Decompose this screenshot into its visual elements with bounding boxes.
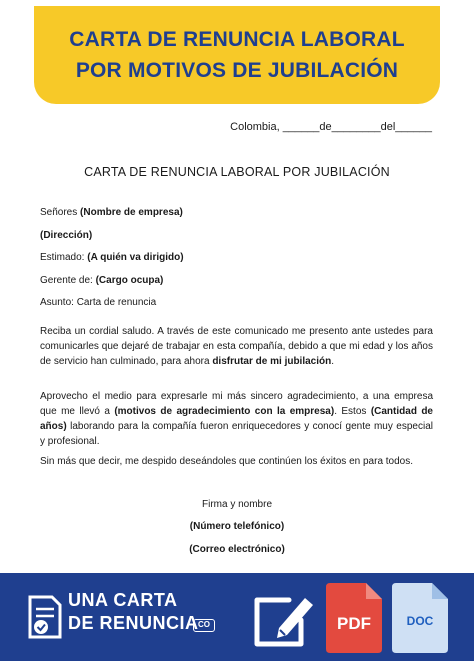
title-box bbox=[34, 6, 440, 104]
paragraph-2-text2: . Estos bbox=[334, 406, 371, 417]
edit-document-icon[interactable] bbox=[253, 590, 317, 648]
signature-phone: (Número telefónico) bbox=[189, 521, 285, 532]
recipient-value: (Nombre de empresa) bbox=[80, 207, 183, 218]
subject-value: Carta de renuncia bbox=[76, 297, 157, 308]
doc-label: DOC bbox=[406, 614, 434, 628]
document-check-icon bbox=[28, 595, 62, 639]
manager-label: Gerente de: bbox=[40, 275, 96, 286]
subject-line bbox=[40, 297, 156, 308]
header-banner bbox=[0, 0, 474, 112]
banner-title-line1: CARTA DE RENUNCIA LABORAL bbox=[69, 28, 405, 51]
recipient-label: Señores bbox=[40, 207, 81, 218]
subject-label: Asunto: bbox=[40, 297, 77, 308]
dear-label: Estimado: bbox=[40, 252, 88, 263]
brand-tld-badge: CO bbox=[193, 619, 215, 632]
brand-name-line2: DE RENUNCIA bbox=[68, 613, 199, 633]
doc-file-icon[interactable] bbox=[392, 583, 448, 653]
paragraph-1-bold: disfrutar de mi jubilación bbox=[212, 356, 332, 367]
paragraph-2-text1: Aprovecho el medio para expresarle mi más sincero agradecimiento, a una empresa que me llevó a bbox=[40, 391, 433, 417]
paragraph-2 bbox=[40, 389, 433, 449]
paragraph-2-bold1: (motivos de agradecimiento con la empresa) bbox=[114, 406, 335, 417]
paragraph-1-text: Reciba un cordial saludo. A través de este comunicado me presento ante ustedes para comunicarles que dejaré de trabajar en esta compañía, debido a que mi edad y los años de servicio han culminado, para ahora bbox=[40, 326, 433, 367]
banner-title-line2: POR MOTIVOS DE JUBILACIÓN bbox=[75, 59, 399, 82]
dear-line bbox=[40, 252, 184, 263]
address-line bbox=[40, 230, 92, 241]
signature-email: (Correo electrónico) bbox=[189, 544, 285, 555]
letter-title: CARTA DE RENUNCIA LABORAL POR JUBILACIÓN bbox=[84, 165, 390, 179]
pdf-file-icon[interactable] bbox=[326, 583, 382, 653]
brand-name-line1: UNA CARTA bbox=[68, 590, 178, 610]
paragraph-3: Sin más que decir, me despido deseándoles que continúen los éxitos en para todos. bbox=[40, 456, 414, 467]
paragraph-1 bbox=[40, 324, 433, 369]
dear-value: (A quién va dirigido) bbox=[87, 252, 184, 263]
signature-label: Firma y nombre bbox=[201, 499, 272, 510]
pdf-label: PDF bbox=[337, 614, 371, 633]
address-value: (Dirección) bbox=[40, 230, 93, 241]
manager-value: (Cargo ocupa) bbox=[95, 275, 164, 286]
paragraph-1-end: . bbox=[331, 356, 335, 367]
recipient-line bbox=[40, 207, 183, 218]
paragraph-2-text3: laborando para la compañía fueron enriquecedores y conocí gente muy especial y profesional. bbox=[40, 421, 433, 447]
manager-line bbox=[40, 275, 163, 286]
date-line: Colombia, ______de________del______ bbox=[230, 121, 432, 133]
paragraph-2-bold2: (Cantidad de años) bbox=[40, 406, 433, 432]
